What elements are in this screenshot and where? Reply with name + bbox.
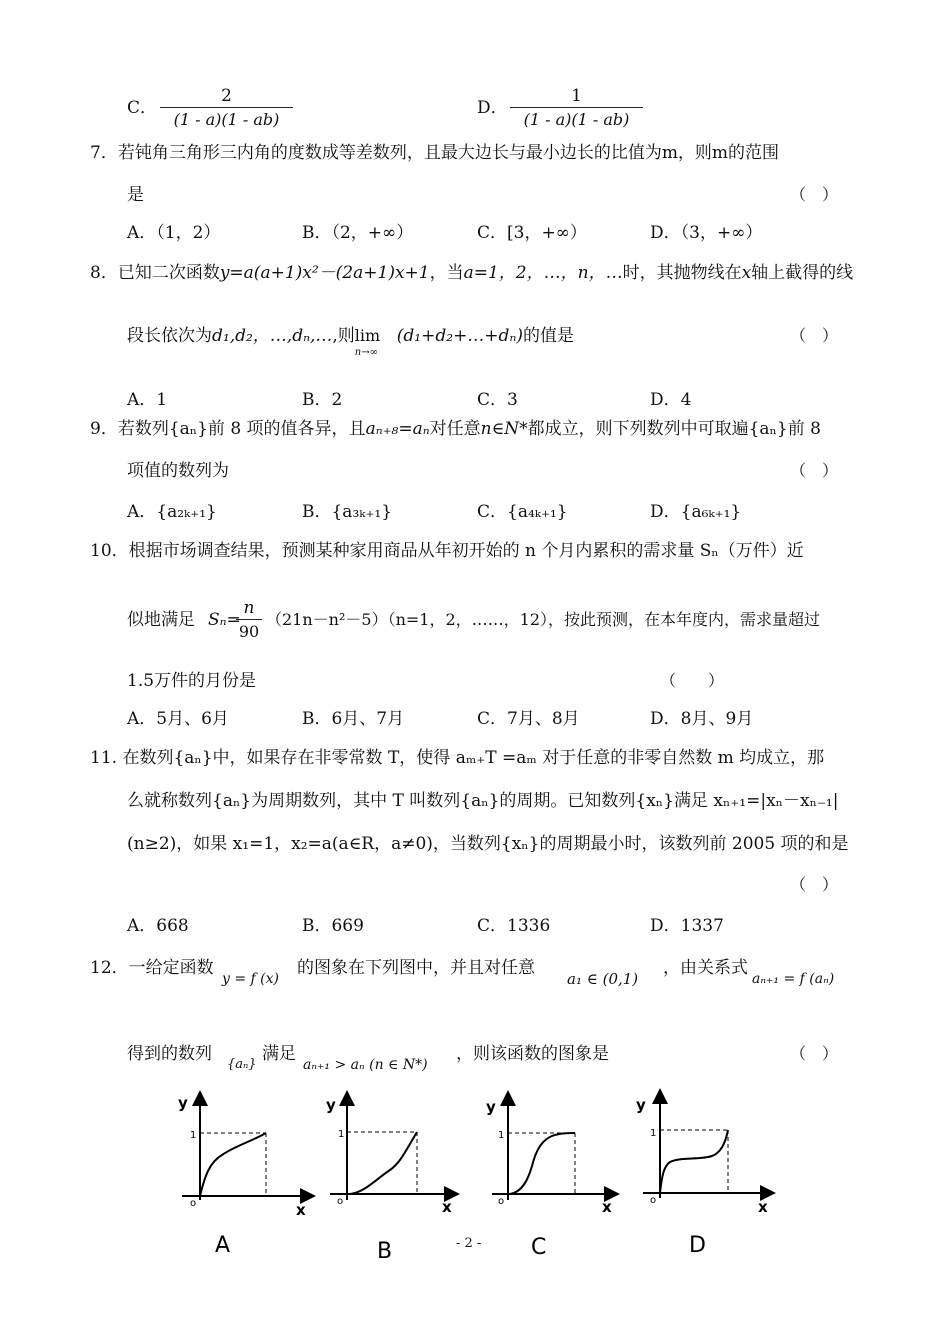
q8-stem-part4: 轴上截得的线 <box>751 263 854 283</box>
q8-option-c: C．3 <box>477 390 518 410</box>
q8-option-a: A．1 <box>127 390 168 410</box>
q11-option-a: A．668 <box>127 916 189 936</box>
q9-answer-paren: （ ） <box>790 461 839 480</box>
q7-option-b: B．（2，+∞） <box>302 223 414 243</box>
graph-b-caption: B <box>377 1239 393 1264</box>
q10-sn: Sₙ= <box>208 610 241 630</box>
q8-x: x <box>741 263 752 283</box>
q8-line2-part1: 段长依次为 <box>127 326 212 346</box>
q8-line2-part3: 的值是 <box>522 326 574 346</box>
q12-line2-part2: 满足 <box>262 1044 296 1064</box>
q8-answer-paren: （ ） <box>790 326 839 345</box>
q7-stem-line2: 是 <box>127 185 144 205</box>
q12-sequence: {aₙ} <box>227 1057 257 1072</box>
graph-a-y-label: y <box>178 1094 188 1112</box>
q10-line2-part2: （21n－n²－5）（n=1，2，……，12），按此预测，在本年度内，需求量超过 <box>266 610 820 629</box>
q9-stem-line2: 项值的数列为 <box>127 461 229 481</box>
graph-b-one-label: 1 <box>338 1129 345 1140</box>
q6-option-d-fraction <box>510 86 643 130</box>
graph-b-x-label: x <box>442 1198 452 1216</box>
q7-answer-paren: （ ） <box>790 185 839 204</box>
q10-fraction-denominator: 90 <box>238 622 260 641</box>
q12-line2-part1: 得到的数列 <box>127 1044 212 1064</box>
q8-lim-text: lim <box>354 326 381 345</box>
q12-recurrence: aₙ₊₁ = f (aₙ) <box>752 971 835 987</box>
q7-option-c: C．[3，+∞） <box>477 223 587 243</box>
q8-stem-part2: ，当 <box>429 263 464 283</box>
q11-option-b: B．669 <box>302 916 364 936</box>
q11-stem-line1: 11. 在数列{aₙ}中，如果存在非零常数 T，使得 aₘ₊T =aₘ 对于任意的非零自然数 m 均成立，那 <box>90 748 825 768</box>
q10-stem-line1: 10．根据市场调查结果，预测某种家用商品从年初开始的 n 个月内累积的需求量 Sₙ（万件）近 <box>90 541 804 561</box>
q8-sum: (d₁+d₂+…+dₙ) <box>396 326 523 346</box>
graph-d-caption: D <box>689 1233 706 1258</box>
q8-formula: y=a(a+1)x²－(2a+1)x+1 <box>219 263 430 283</box>
q9-n-set: n∈N* <box>480 419 528 439</box>
q9-option-a: A．{a₂ₖ₊₁} <box>127 502 217 522</box>
q6-option-d-label: D． <box>477 98 508 118</box>
q9-condition: aₙ₊₈=aₙ <box>365 419 430 439</box>
graph-a-caption: A <box>215 1233 231 1258</box>
q9-line1-part1: 9．若数列{aₙ}前 8 项的值各异，且 <box>90 419 366 439</box>
graph-b-origin-label: o <box>337 1196 344 1207</box>
q8-line2-part2: ,则 <box>332 326 355 346</box>
q6-d-numerator: 1 <box>571 86 582 106</box>
graph-c-one-label: 1 <box>498 1130 505 1141</box>
graph-c-x-label: x <box>602 1198 612 1216</box>
q9-line1-part2: 对任意 <box>429 419 481 439</box>
q11-option-d: D．1337 <box>650 916 724 936</box>
q10-option-d: D．8月、9月 <box>650 709 754 729</box>
q8-lim-sub: n→∞ <box>354 347 378 358</box>
graph-c-caption: C <box>531 1235 547 1260</box>
q6-option-c-label: C． <box>127 98 158 118</box>
q12-answer-paren: （ ） <box>790 1044 839 1063</box>
q7-option-a: A．（1，2） <box>127 223 221 243</box>
graph-a-one-label: 1 <box>190 1130 197 1141</box>
page-number: - 2 - <box>456 1236 482 1251</box>
q10-option-a: A．5月、6月 <box>127 709 229 729</box>
q9-option-c: C．{a₄ₖ₊₁} <box>477 502 568 522</box>
graph-a <box>178 1094 308 1258</box>
q12-function: y = f (x) <box>222 971 279 987</box>
graph-b <box>326 1096 452 1264</box>
q7-option-d: D．（3，+∞） <box>650 223 763 243</box>
q10-fraction <box>236 598 262 642</box>
q10-answer-paren: （ ） <box>660 671 725 690</box>
q8-stem-part1: 已知二次函数 <box>117 263 220 283</box>
graph-c-origin-label: o <box>498 1196 505 1207</box>
q10-stem-line3: 1.5万件的月份是 <box>127 671 257 691</box>
q12-line1-part1: 12．一给定函数 <box>90 958 214 978</box>
graph-c <box>486 1098 612 1260</box>
q6-d-denominator: (1 - a)(1 - ab) <box>523 110 630 129</box>
graph-a-x-label: x <box>296 1201 306 1219</box>
q10-line2-part1: 似地满足 <box>127 610 195 630</box>
q11-stem-line2: 么就称数列{aₙ}为周期数列，其中 T 叫数列{aₙ}的周期。已知数列{xₙ}满足 xₙ₊₁=|xₙ－xₙ₋₁| <box>127 791 839 811</box>
q8-sequence: d₁,d₂，…,dₙ,… <box>212 326 333 346</box>
q9-line1-part3: 都成立，则下列数列中可取遍{aₙ}前 8 <box>527 419 821 439</box>
q12-line2-part3: ，则该函数的图象是 <box>456 1044 609 1064</box>
q11-stem-line3: (n≥2)，如果 x₁=1，x₂=a(a∈R，a≠0)，当数列{xₙ}的周期最小时，该数列前 2005 项的和是 <box>127 834 849 854</box>
q6-option-c-fraction <box>160 86 293 130</box>
q9-option-d: D．{a₆ₖ₊₁} <box>650 502 742 522</box>
q8-stem-line2 <box>127 326 574 358</box>
graph-d-x-label: x <box>758 1198 768 1216</box>
q10-option-c: C．7月、8月 <box>477 709 580 729</box>
graph-b-y-label: y <box>326 1096 336 1114</box>
q12-a1-condition: a₁ ∈ (0,1) <box>567 970 639 988</box>
graph-d-one-label: 1 <box>650 1128 657 1139</box>
q7-stem-line1: 7．若钝角三角形三内角的度数成等差数列，且最大边长与最小边长的比值为m，则m的范围 <box>90 143 780 163</box>
graph-d-origin-label: o <box>650 1195 657 1206</box>
q9-stem-line1 <box>90 421 821 438</box>
q8-a-values: a=1，2，…，n，… <box>463 263 623 283</box>
q12-inequality: aₙ₊₁ > aₙ (n ∈ N*) <box>303 1057 428 1073</box>
graph-d-y-label: y <box>636 1096 646 1114</box>
q8-number: 8． <box>90 263 118 283</box>
q8-stem-line1 <box>90 265 853 282</box>
q11-answer-paren: （ ） <box>790 875 839 894</box>
q9-option-b: B．{a₃ₖ₊₁} <box>302 502 393 522</box>
q6-c-numerator: 2 <box>221 86 232 106</box>
q8-stem-part3: 时，其抛物线在 <box>622 263 742 283</box>
graph-c-y-label: y <box>486 1098 496 1116</box>
q12-line1-part2: 的图象在下列图中，并且对任意 <box>297 958 535 978</box>
q12-line1-part3: ，由关系式 <box>663 958 748 978</box>
q10-option-b: B．6月、7月 <box>302 709 405 729</box>
q8-option-b: B．2 <box>302 390 343 410</box>
q8-option-d: D．4 <box>650 390 692 410</box>
q8-limit <box>354 326 389 358</box>
q11-option-c: C．1336 <box>477 916 551 936</box>
graph-d <box>636 1096 768 1258</box>
q10-fraction-numerator: n <box>243 598 255 618</box>
graph-a-origin-label: o <box>190 1198 197 1209</box>
q6-c-denominator: (1 - a)(1 - ab) <box>173 110 280 129</box>
